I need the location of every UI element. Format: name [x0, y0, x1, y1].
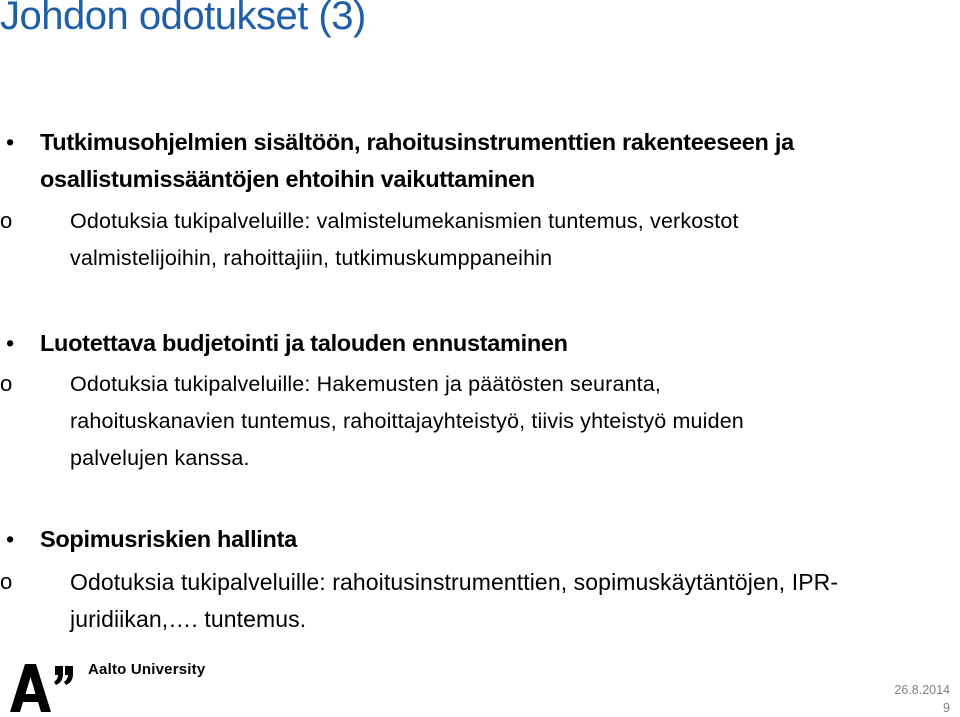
bullet-item-budgeting [6, 325, 940, 362]
footer-date: 26.8.2014 [894, 683, 950, 697]
bullet-dot: • [6, 526, 14, 552]
bullet-item-research-programs [6, 124, 940, 198]
sub-bullet-support-expectations-1 [0, 203, 950, 277]
sub-bullet-text-line: valmistelijoihin, rahoittajiin, tutkimuskumppaneihin [70, 246, 553, 270]
sub-bullet-text-line: palvelujen kanssa. [70, 446, 250, 470]
sub-bullet-marker: o [0, 371, 13, 396]
sub-bullet-text-line: Odotuksia tukipalveluille: rahoitusinstrumenttien, sopimuskäytäntöjen, IPR- [70, 569, 839, 595]
page-number: 9 [943, 701, 950, 715]
page-title: Johdon odotukset (3) [0, 0, 366, 38]
sub-bullet-text-line: rahoituskanavien tuntemus, rahoittajayhteistyö, tiivis yhteistyö muiden [70, 409, 744, 433]
bullet-dot: • [6, 330, 14, 356]
sub-bullet-support-expectations-3 [0, 564, 950, 638]
aalto-logo-icon [10, 664, 74, 712]
bullet-text-line: Tutkimusohjelmien sisältöön, rahoitusinstrumenttien rakenteeseen ja [40, 129, 794, 155]
sub-bullet-marker: o [0, 569, 13, 594]
bullet-text-line: Luotettava budjetointi ja talouden ennustaminen [40, 330, 568, 356]
university-name: Aalto University [88, 661, 206, 678]
bullet-dot: • [6, 129, 14, 155]
sub-bullet-support-expectations-2 [0, 366, 950, 477]
bullet-item-contract-risks [6, 521, 940, 558]
sub-bullet-text-line: juridiikan,…. tuntemus. [70, 606, 307, 632]
bullet-text-line: osallistumissääntöjen ehtoihin vaikuttaminen [40, 166, 535, 192]
bullet-text-line: Sopimusriskien hallinta [40, 526, 297, 552]
sub-bullet-text-line: Odotuksia tukipalveluille: valmistelumekanismien tuntemus, verkostot [70, 209, 739, 233]
sub-bullet-marker: o [0, 208, 13, 233]
sub-bullet-text-line: Odotuksia tukipalveluille: Hakemusten ja päätösten seuranta, [70, 372, 662, 396]
